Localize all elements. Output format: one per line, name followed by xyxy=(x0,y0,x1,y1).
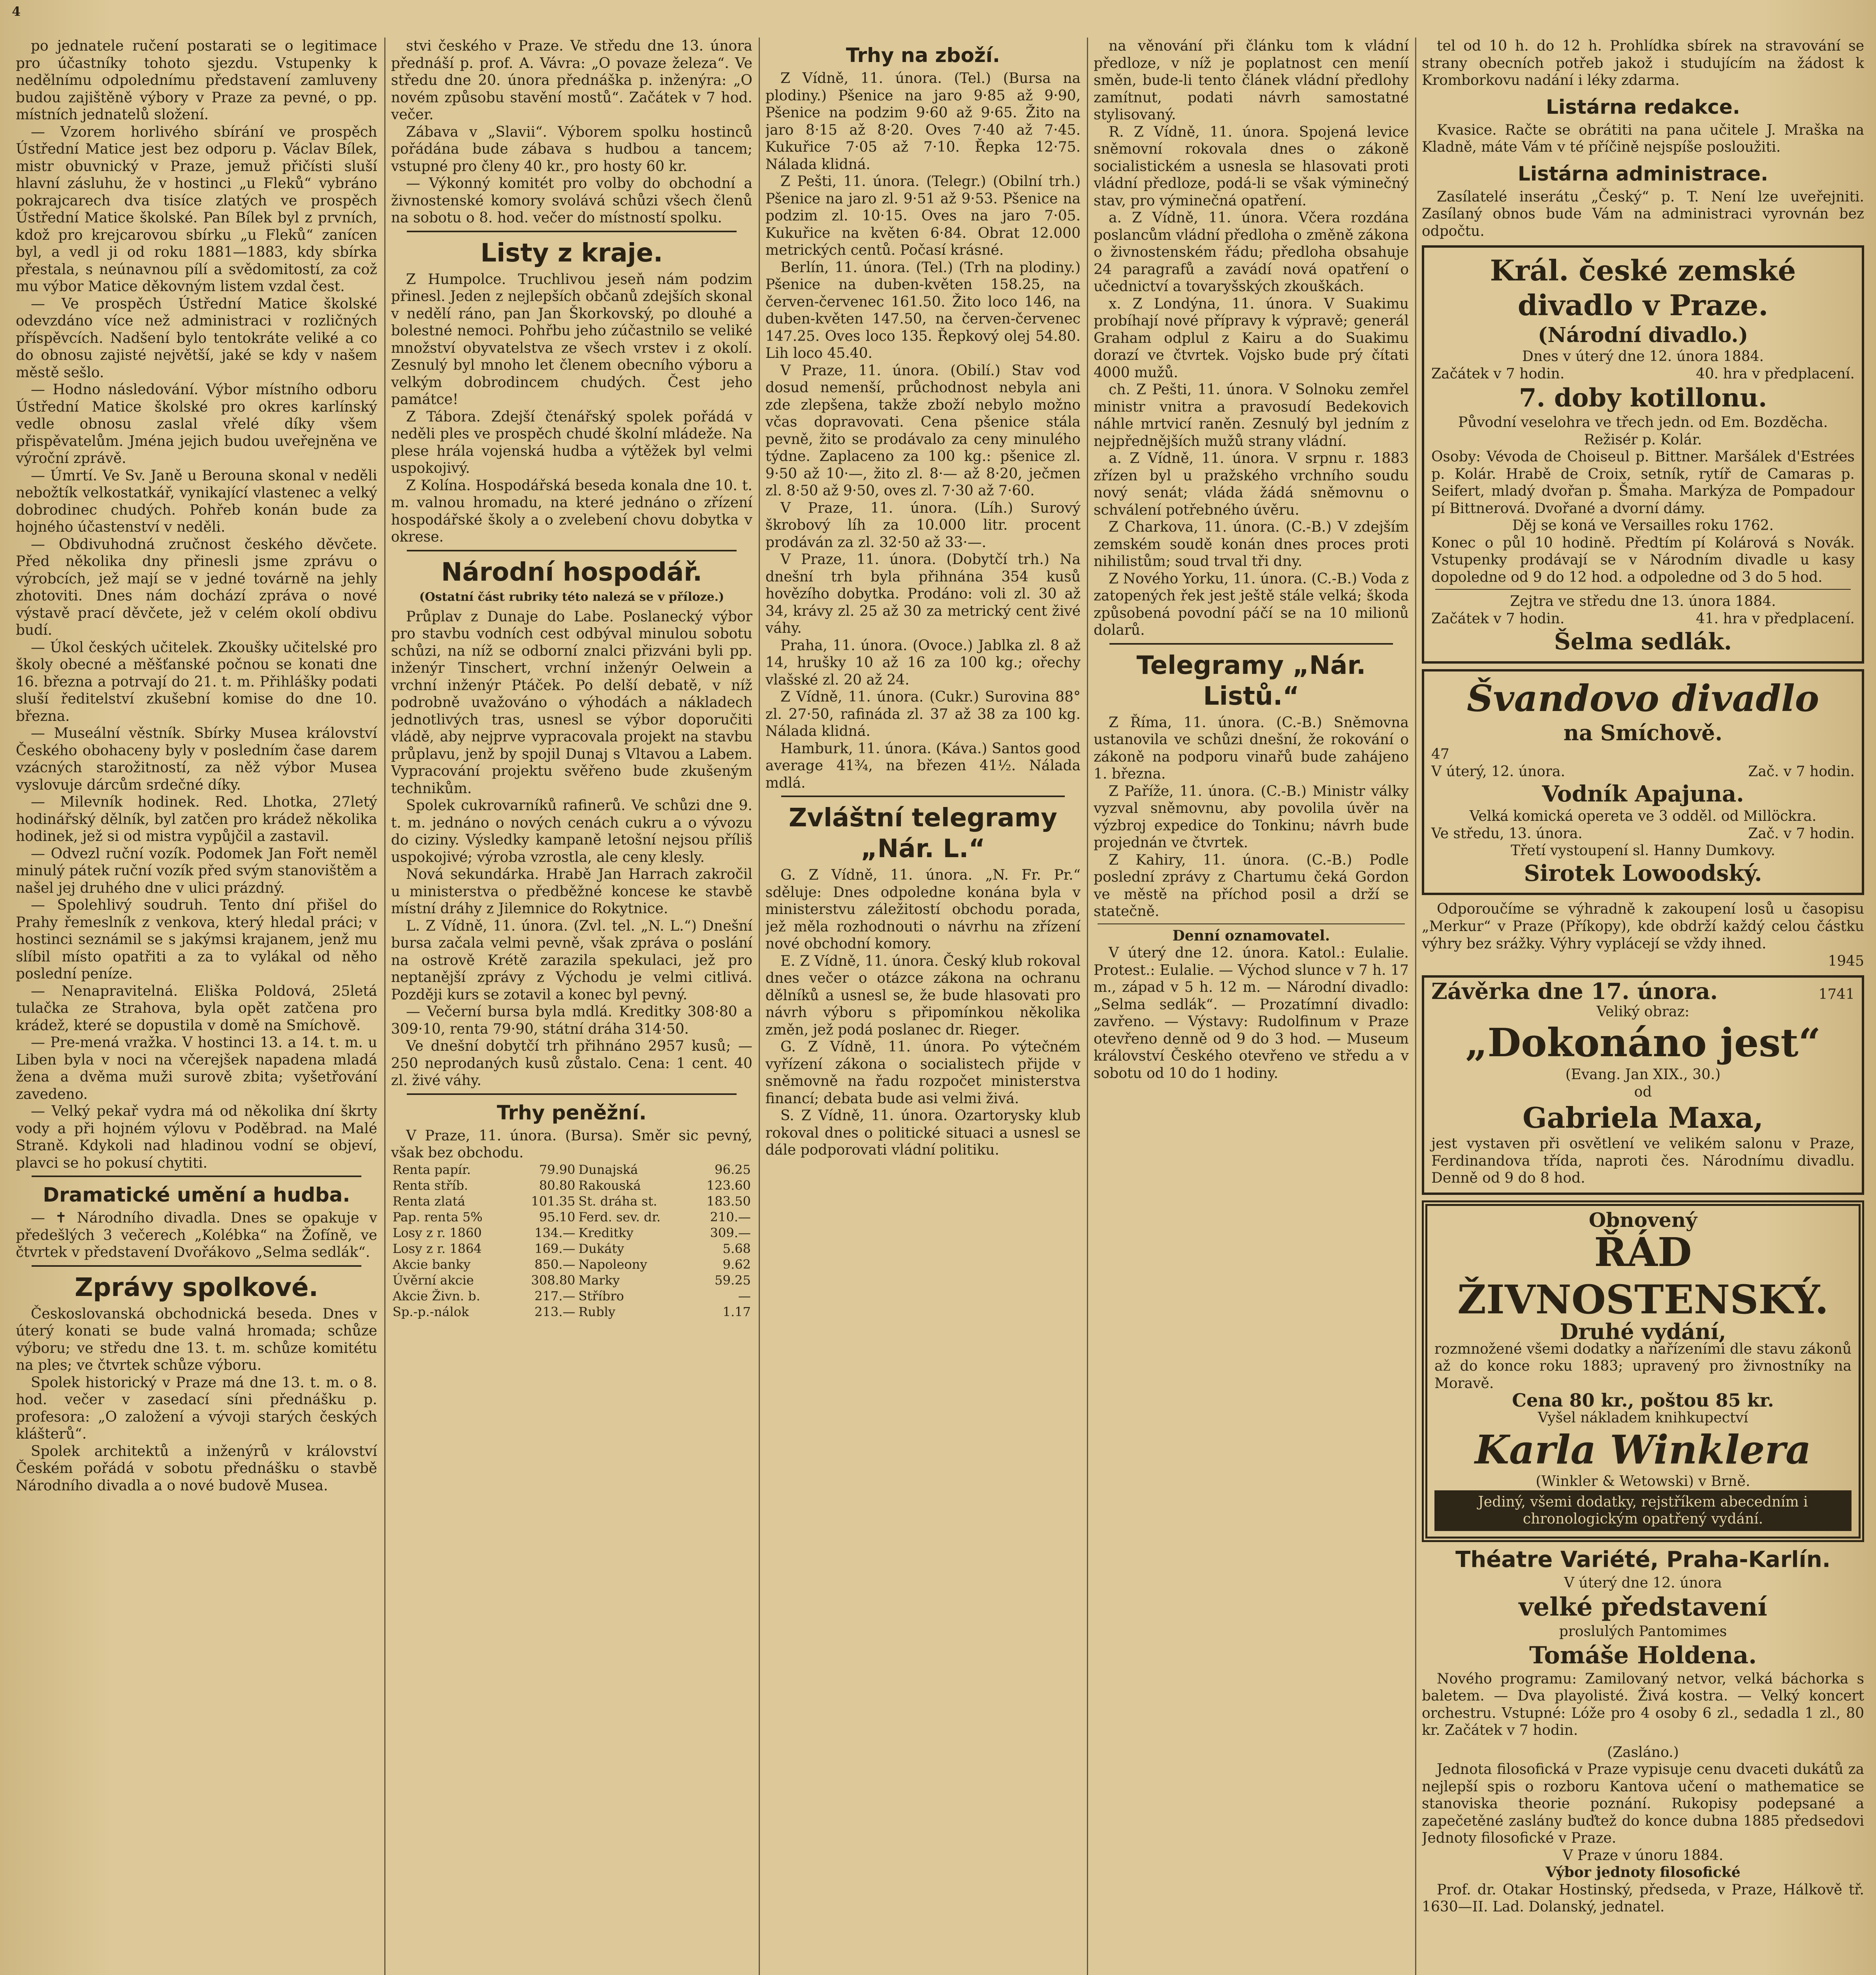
quote-row xyxy=(391,1193,752,1209)
article-paragraph: V Praze, 11. února. (Obilí.) Stav vod dosud nemenší, průchodnost nebyla ani zde zlepšena, takže zboží nebylo možno včas dopravovati. Cena pšenice stála pevně, žito se prodávalo za ceny minulého týdne. Zaplaceno za 100 kg.: pšenice zl. 9·50 až 10·—, žito zl. 8·— až 8·20, ječmen zl. 8·50 až 9·50, oves zl. 7·30 až 7·60. xyxy=(765,362,1081,499)
theatre-program-box xyxy=(1422,245,1864,664)
article-paragraph: Z Kolína. Hospodářská beseda konala dne 10. t. m. valnou hromadu, na které jednáno o zřízení hospodářské školy a o zvelebení chovu dobytka v okrese. xyxy=(391,477,752,545)
quote-value: 308.80 xyxy=(531,1272,575,1288)
variete-title: Théatre Variété, Praha-Karlín. xyxy=(1455,1546,1831,1572)
article-paragraph: — Spolehlivý soudruh. Tento dní přišel do Prahy řemeslník z venkova, který hledal práci; v hostinci seznámil se s jakýmsi krajanem, jenž mu slíbil místo opatřiti a za to vylákal od něho poslední peníze. xyxy=(16,897,377,982)
variete-line2: proslulých Pantomimes xyxy=(1559,1623,1727,1640)
article-paragraph: R. Z Vídně, 11. února. Spojená levice sněmovní rokovala dnes o zákoně socialistickém a usnesla se hlasovati proti vládní předloze, podá-li se však výminečný stav, pro výminečná opatření. xyxy=(1094,124,1409,209)
theatre-play-title: 7. doby kotillonu. xyxy=(1519,383,1767,413)
article-paragraph: Z Vídně, 11. února. (Cukr.) Surovina 88° zl. 27·50, rafináda zl. 37 až 38 za 100 kg. Nálada klidná. xyxy=(765,689,1081,739)
theatre-series: 40. hra v předplacení. xyxy=(1696,365,1855,382)
closing-title: Závěrka dne 17. února. xyxy=(1431,978,1718,1004)
article-paragraph: a. Z Vídně, 11. února. V srpnu r. 1883 zřízen byl u pražského vrchního soudu nový senát; vláda žádá sněmovnu o schválení potřebného úvěru. xyxy=(1094,450,1409,518)
quote-name: Kreditky xyxy=(578,1225,633,1240)
column-divider xyxy=(759,38,760,1975)
quote-value: 123.60 xyxy=(707,1177,751,1193)
article-paragraph: stvi českého v Praze. Ve středu dne 13. února přednáší p. prof. A. Vávra: „O povaze železa“. Ve středu dne 20. února přednáška p. inženýra: „O novém způsobu stavění mostů“. Začátek v 7 hod. večer. xyxy=(391,38,752,123)
article-paragraph: — Odvezl ruční vozík. Podomek Jan Fořt neměl minulý pátek ruční vozík před svým stanovištěm a našel jej druhého dne v ulici prázdný. xyxy=(16,845,377,896)
section-heading-admin-letters: Listárna administrace. xyxy=(1518,162,1768,185)
section-rule xyxy=(781,796,1065,797)
section-rule xyxy=(32,1176,361,1177)
article-paragraph: Z Charkova, 11. února. (C.-B.) V zdejším zemském soudě konán dnes proces proti nihilistům; soud trval tři dny. xyxy=(1094,519,1409,570)
theatre-next-date: Zejtra ve středu dne 13. února 1884. xyxy=(1510,593,1776,609)
svandovo-title: Švandovo divadlo xyxy=(1467,677,1819,720)
quote-name: Akcie banky xyxy=(393,1256,471,1272)
quote-name: Renta papír. xyxy=(393,1162,471,1177)
article-paragraph: L. Z Vídně, 11. února. (Zvl. tel. „N. L.“) Dnešní bursa začala velmi pevně, však zpráva o poslání na ostrově Krétě zarazila spekulaci, jež pro neptanější zprávy z Východu je velmi citlivá. Později kurs se zotavil a konec byl pevný. xyxy=(391,918,752,1003)
painter-name: Gabriela Maxa, xyxy=(1523,1101,1763,1134)
trade-order-ad-box xyxy=(1422,1200,1864,1542)
section-heading-clubs: Zprávy spolkové. xyxy=(75,1273,318,1302)
theatre-subtitle: (Národní divadlo.) xyxy=(1538,323,1748,347)
section-heading-telegrams-2: Telegramy „Nár. Listů.“ xyxy=(1136,651,1366,711)
section-rule xyxy=(1109,643,1393,645)
quote-name: St. dráha st. xyxy=(578,1193,657,1209)
svandovo-next-start: Zač. v 7 hodin. xyxy=(1748,825,1855,842)
article-paragraph: — Museální věstník. Sbírky Musea království Českého obohaceny byly v posledním čase darem vzácných starožitností, za něž výbor Musea vyslovuje dárcům srdečné díky. xyxy=(16,725,377,793)
column-5 xyxy=(1422,38,1864,1975)
quote-row xyxy=(391,1256,752,1272)
theatre-date: Dnes v úterý dne 12. února 1884. xyxy=(1522,348,1764,365)
sent-signature: Výbor jednoty filosofické xyxy=(1545,1864,1741,1881)
section-rule xyxy=(407,1093,737,1095)
article-paragraph: Českoslovanská obchodnická beseda. Dnes v úterý konati se bude valná hromada; schůze výboru; ve středu dne 13. t. m. schůze komitétu na ples; ve čtvrtek schůze výboru. xyxy=(16,1305,377,1373)
article-paragraph: Spolek cukrovarníků rafinerů. Ve schůzi dne 9. t. m. jednáno o nových cenách cukru a o vývozu do ciziny. Výsledky kampaně letošní nejsou příliš uspokojivé; výroba vzrostla, ale ceny klesly. xyxy=(391,798,752,865)
order-publisher-pre: Vyšel nákladem knihkupectví xyxy=(1538,1409,1748,1426)
quote-name: Renta stříb. xyxy=(393,1177,468,1193)
article-paragraph: Z Paříže, 11. února. (C.-B.) Ministr války vyzval sněmovnu, aby povolila úvěr na výzbroj expedice do Tonkinu; návrh bude projednán ve čtvrtek. xyxy=(1094,783,1409,851)
quote-name: Dunajská xyxy=(578,1162,638,1177)
article-paragraph: — Ve prospěch Ústřední Matice školské odevzdáno více než administraci v rozličných příspěvcích. Nadšení bylo tentokráte veliké a co do obnosu zajisté největší, jaké se kdy v našem městě sešlo. xyxy=(16,295,377,381)
column-divider xyxy=(1087,38,1088,1975)
article-paragraph: Spolek historický v Praze má dne 13. t. m. o 8. hod. večer v zasedací síni přednášku p. profesora: „O založení a vývoji starých českých klášterů“. xyxy=(16,1374,377,1442)
quote-row xyxy=(391,1288,752,1304)
svandovo-next-play: Sirotek Lowoodský. xyxy=(1524,860,1762,886)
sent-label: (Zasláno.) xyxy=(1607,1744,1679,1761)
quote-value: 59.25 xyxy=(714,1272,751,1288)
svandovo-subtitle: na Smíchově. xyxy=(1563,720,1723,745)
quote-name: Dukáty xyxy=(578,1241,624,1256)
article-paragraph: — Vzorem horlivého sbírání ve prospěch Ústřední Matice jest bez odporu p. Václav Bílek, mistr obuvnický v Praze, jemuž přičísti sluší hlavní zásluhu, že v hostinci „u Fleků“ vybráno pokrajcarech dva tisíce zlatých ve prospěch Ústřední Matice školské. Pan Bílek byl z prvních, kdož pro krejcarovou sbírku „u Fleků“ zanícen byl, a vedl ji od roku 1881—1883, kdy sbírka přestala, s neúnavnou pílí a svědomitostí, za což mu výbor Matice děkovným listem vzdal čest. xyxy=(16,124,377,295)
article-paragraph: Z Nového Yorku, 11. února. (C.-B.) Voda z zatopených řek jest ještě stále velká; škoda způsobená povodní páčí se na 10 milionů dolarů. xyxy=(1094,570,1409,638)
quote-value: 309.— xyxy=(710,1225,751,1240)
article-paragraph: Nová sekundárka. Hrabě Jan Harrach zakročil u ministerstva o předběžné koncese ke stavbě místní dráhy z Jilemnice do Rokytnice. xyxy=(391,866,752,917)
article-paragraph: Ve dnešní dobytčí trh přihnáno 2957 kusů; — 250 neprodaných kusů zůstalo. Cena: 1 cent. 40 zl. živé váhy. xyxy=(391,1038,752,1089)
theatre-next-start: Začátek v 7 hodin. xyxy=(1431,610,1565,627)
quote-name: Renta zlatá xyxy=(393,1193,465,1209)
quote-value: 9.62 xyxy=(722,1256,751,1272)
article-paragraph: V Praze, 11. února. (Bursa). Směr sic pevný, však bez obchodu. xyxy=(391,1127,752,1161)
section-heading-grain: Trhy na zboží. xyxy=(846,44,1000,67)
quote-row xyxy=(391,1162,752,1177)
section-heading-editor-letters: Listárna redakce. xyxy=(1546,95,1740,118)
quote-value: 96.25 xyxy=(714,1162,751,1177)
svandovo-theatre-box xyxy=(1422,669,1864,895)
article-paragraph: — Obdivuhodná zručnost českého děvčete. Před několika dny přinesli jsme zprávu o výrobcích, jež mají se v jedné továrně na jehly zhotoviti. Dnes nám dochází zpráva o nové výstavě prací děvčete, jež v celém okolí obdivu budí. xyxy=(16,536,377,638)
closing-line2: (Evang. Jan XIX., 30.) xyxy=(1565,1066,1721,1083)
article-paragraph: Z Pešti, 11. února. (Telegr.) (Obilní trh.) Pšenice na jaro zl. 9·51 až 9·53. Pšenice na podzim zl. 10·15. Oves na jaro 7·05. Kukuřice na květen 6·84. Obrat 12.000 metrických centů. Počasí krásné. xyxy=(765,173,1081,258)
section-heading-country: Listy z kraje. xyxy=(480,238,663,268)
article-paragraph: Průplav z Dunaje do Labe. Poslanecký výbor pro stavbu vodních cest odbýval minulou sobotu schůzi, na níž se odborní znalci přizváni byli pp. inženýr Tinschert, vrchní inženýr Oelwein a vrchní inženýr Ptáček. Po delší debatě, v níž podrobně uvažováno o výhodách a nákladech jednotlivých tras, usnesl se výbor doporučiti vládě, aby nejprve vypracovala projekt na stavbu průplavu, jenž by spojil Dunaj s Vltavou a Labem. Vypracování projektu svěřeno bude zkušeným technikům. xyxy=(391,608,752,797)
section-rule xyxy=(407,231,737,232)
closing-line3: od xyxy=(1634,1083,1652,1100)
quote-value: 850.— xyxy=(534,1256,575,1272)
column-1 xyxy=(16,38,377,1975)
article-paragraph: Z Humpolce. Truchlivou jeseň nám podzim přinesl. Jeden z nejlepších občanů zdejších skonal v nedělí ráno, pan Jan Škorkovský, po dlouhé a bolestné nemoci. Pohřbu jeho zúčastnilo se veliké množství obyvatelstva ze všech vrstev i z okolí. Zesnulý byl mnoho let členem obecního výboru a velkým dobrodincem chudých. Čest jeho památce! xyxy=(391,271,752,408)
quote-name: Pap. renta 5% xyxy=(393,1209,483,1224)
theatre-end: Konec o půl 10 hodině. Předtím pí Kolárová s Novák. Vstupenky prodávají se v Národním divadle u kasy dopoledne od 9 do 12 hod. a odpoledne od 3 do 5 hod. xyxy=(1431,534,1855,585)
theatre-title: Král. české zemské divadlo v Praze. xyxy=(1490,254,1796,322)
article-paragraph: E. Z Vídně, 11. února. Český klub rokoval dnes večer o otázce zákona na ochranu dělníků a usnesl se, že bude hlasovati pro návrh výboru s připomínkou několika změn, jež podá poslanec dr. Rieger. xyxy=(765,953,1081,1038)
svandovo-date: V úterý, 12. února. xyxy=(1431,763,1565,780)
article-paragraph: Z Tábora. Zdejší čtenářský spolek pořádá v neděli ples ve prospěch chudé školní mládeže. Na plese hrála vojenská hudba a výtěžek byl velmi uspokojivý. xyxy=(391,408,752,476)
article-paragraph: — Úkol českých učitelek. Zkoušky učitelské pro školy obecné a měšťanské počnou se konati dne 16. března a potrvají do 21. t. m. Přihlášky podati sluší ředitelství zkušební komise do dne 10. března. xyxy=(16,639,377,724)
quote-value: 79.90 xyxy=(539,1162,575,1177)
svandovo-description: Velká komická opereta ve 3 odděl. od Millöckra. xyxy=(1469,808,1817,824)
article-paragraph: V Praze, 11. února. (Dobytčí trh.) Na dnešní trh byla přihnána 354 kusů hovězího dobytka. Prodáno: voli zl. 30 až 34, krávy zl. 25 až 30 za metrický cent živé váhy. xyxy=(765,551,1081,636)
column-2 xyxy=(391,38,752,1975)
quote-row xyxy=(391,1304,752,1320)
section-heading-economy: Národní hospodář. xyxy=(441,557,703,587)
order-price: Cena 80 kr., poštou 85 kr. xyxy=(1512,1390,1774,1411)
quote-name: Úvěrní akcie xyxy=(393,1272,474,1288)
quote-value: 213.— xyxy=(534,1304,575,1319)
article-paragraph: S. Z Vídně, 11. února. Ozartorysky klub rokoval dnes o politické situaci a usnesl se dále podporovati vládní politiku. xyxy=(765,1108,1081,1158)
article-paragraph: G. Z Vídně, 11. února. „N. Fr. Pr.“ sděluje: Dnes odpoledne konána byla v ministerstvu záležitostí obchodu porada, jež měla rozhodnouti o návrhu na zřízení nové obchodní komory. xyxy=(765,867,1081,952)
quote-value: 101.35 xyxy=(531,1193,575,1209)
article-paragraph: — Úmrtí. Ve Sv. Janě u Berouna skonal v neděli nebožtík velkostatkář, vynikající vlastenec a velký dobrodinec chudých. Pohřeb konán bude za hojného účastenství v neděli. xyxy=(16,467,377,535)
closing-line1: Veliký obraz: xyxy=(1596,1003,1690,1020)
theatre-start: Začátek v 7 hodin. xyxy=(1431,365,1565,382)
article-paragraph: tel od 10 h. do 12 h. Prohlídka sbírek na stravování se strany obecních potřeb jakož i studujícím na žádost k Kromborkovu nadání i léky zdarma. xyxy=(1422,38,1864,88)
quote-name: Rubly xyxy=(578,1304,616,1319)
closing-line4: jest vystaven při osvětlení ve velikém salonu v Praze, Ferdinandova třída, naproti čes. Národnímu divadlu. Denně od 9 do 8 hod. xyxy=(1431,1136,1855,1186)
section-rule xyxy=(407,550,737,551)
article-paragraph: — ✝ Národního divadla. Dnes se opakuje v předešlých 3 večerech „Kolébka“ na Žofíně, ve čtvrtek v představení Dvořákovo „Selma sedlák“. xyxy=(16,1210,377,1260)
closing-number: 1741 xyxy=(1818,986,1855,1003)
article-paragraph: Zasílatelé inserátu „Český“ p. T. Není lze uveřejniti. Zasílaný obnos bude Vám na administraci vyrovnán bez odpočtu. xyxy=(1422,188,1864,239)
svandovo-next-date: Ve středu, 13. února. xyxy=(1431,825,1583,842)
article-paragraph: Z Kahiry, 11. února. (C.-B.) Podle poslední zprávy z Chartumu čeká Gordon ve městě na příchod posil a drží se statečně. xyxy=(1094,852,1409,920)
article-paragraph: Spolek architektů a inženýrů v království Českém pořádá v sobotu přednášku o stavbě Národního divadla a o nové budově Musea. xyxy=(16,1443,377,1494)
order-description: rozmnožené všemi dodatky a nařízeními dle stavu zákonů až do konce roku 1883; upravený pro živnostníky na Moravě. xyxy=(1434,1341,1852,1392)
quote-name: Akcie Živn. b. xyxy=(393,1288,480,1304)
quote-row xyxy=(391,1225,752,1241)
theatre-description: Původní veselohra ve třech jedn. od Em. Bozděcha. Režisér p. Kolár. xyxy=(1458,414,1828,448)
svandovo-next-line: Třetí vystoupení sl. Hanny Dumkovy. xyxy=(1511,843,1775,859)
theatre-time: Děj se koná ve Versailles roku 1762. xyxy=(1512,517,1774,534)
lottery-ad: Odporoučíme se výhradně k zakoupení losů u časopisu „Merkur“ v Praze (Příkopy), kde obdrží každý celou částku výhry bez srážky. Výhry vyplácejí se vždy ihned. xyxy=(1422,901,1864,952)
order-publisher: Karla Winklera xyxy=(1475,1426,1811,1473)
quote-value: — xyxy=(738,1288,751,1304)
quote-name: Losy z r. 1860 xyxy=(393,1225,482,1240)
theatre-cast: Osoby: Vévoda de Choiseul p. Bittner. Maršálek d'Estrées p. Kolár. Hrabě de Croix, setník, rytíř de Camaras p. Seifert, mladý dvořan p. Šmaha. Markýza de Pompadour pí Bittnerová. Dvořané a dvorní dámy. xyxy=(1431,449,1855,517)
painting-exhibition-box xyxy=(1422,975,1864,1195)
article-paragraph: po jednatele ručení postarati se o legitimace pro účastníky tohoto sjezdu. Vstupenky k nedělnímu odpolednímu představení zamluveny budou zajištěně výbory v Praze za pevné, o pp. místních jednatelů složení. xyxy=(16,38,377,123)
quote-value: 134.— xyxy=(534,1225,575,1240)
article-paragraph: ch. Z Pešti, 11. února. V Solnoku zemřel ministr vnitra a pravosudí Bedekovich náhle mrtvicí raněn. Zesnulý byl jedním z nejpřednějších mužů strany vládní. xyxy=(1094,382,1409,450)
article-paragraph: — Velký pekař vydra má od několika dní škrty vody a při hojném výlovu v Poděbrad. na Malé Straně. Kdykoli nad hladinou vodní se objeví, plavci se ho pokusí chytiti. xyxy=(16,1103,377,1171)
painting-title: „Dokonáno jest“ xyxy=(1465,1020,1821,1066)
column-divider xyxy=(384,38,385,1975)
variete-body: Nového programu: Zamilovaný netvor, velká báchorka s baletem. — Dva playolisté. Živá kostra. — Velký koncert orchestru. Vstupné: Lóže pro 4 osoby 6 zl., sedadla 1 zl., 80 kr. Začátek v 7 hodin. xyxy=(1422,1670,1864,1738)
article-paragraph: — Hodno následování. Výbor místního odboru Ústřední Matice školské pro okres karlínský vedle obnosu zaslal vřelé díky všem přispěvatelům. Jména jejich budou uveřejněna ve výroční zprávě. xyxy=(16,382,377,466)
column-4 xyxy=(1094,38,1409,1975)
quote-name: Rakouská xyxy=(578,1177,641,1193)
quote-value: 169.— xyxy=(534,1241,575,1256)
quote-name: Stříbro xyxy=(578,1288,624,1304)
article-paragraph: na věnování při článku tom k vládní předloze, v níž je poplatnost cen meníí směn, bude-li tento článek vládní předlohy zamítnut, podati návrh samostatné stylisovaný. xyxy=(1094,38,1409,123)
article-paragraph: x. Z Londýna, 11. února. V Suakimu probíhají nové přípravy k výpravě; generál Graham odplul z Kairu a do Suakimu dorazí ve čtvrtek. Vojsko bude prý čítati 4000 mužů. xyxy=(1094,295,1409,381)
sent-names: Prof. dr. Otakar Hostinský, předseda, v Praze, Hálkově tř. 1630—II. Lad. Dolanský, jednatel. xyxy=(1422,1881,1864,1915)
quote-name: Losy z r. 1864 xyxy=(393,1241,482,1256)
quote-name: Ferd. sev. dr. xyxy=(578,1209,661,1224)
divider xyxy=(1435,589,1851,590)
svandovo-number: 47 xyxy=(1431,746,1449,762)
order-title: ŘÁD ŽIVNOSTENSKÝ. xyxy=(1457,1229,1829,1323)
quote-row xyxy=(391,1177,752,1193)
section-heading-theatre: Dramatické umění a hudba. xyxy=(43,1183,350,1206)
article-paragraph: — Večerní bursa byla mdlá. Kreditky 308·80 a 309·10, renta 79·90, státní dráha 314·50. xyxy=(391,1004,752,1037)
quote-value: 210.— xyxy=(710,1209,751,1224)
sent-date: V Praze v únoru 1884. xyxy=(1562,1847,1724,1864)
order-publisher-post: (Winkler & Wetowski) v Brně. xyxy=(1536,1473,1750,1490)
article-paragraph: Zábava v „Slavii“. Výborem spolku hostinců pořádána bude zábava s hudbou a tancem; vstupné pro členy 40 kr., pro hosty 60 kr. xyxy=(391,124,752,175)
page-number: 4 xyxy=(12,4,21,19)
sent-text: Jednota filosofická v Praze vypisuje cenu dvaceti dukátů za nejlepší spis o rozboru Kantova učení o mathematice se stanoviska theorie poznání. Rukopisy podepsané a zapečetěné zaslány buďtež do konce dubna 1885 předsedovi Jednoty filosofické v Praze. xyxy=(1422,1761,1864,1846)
article-paragraph: V úterý dne 12. února. Katol.: Eulalie. Protest.: Eulalie. — Východ slunce v 7 h. 17 m., západ v 5 h. 12 m. — Národní divadlo: „Selma sedlák“. — Prozatímní divadlo: zavřeno. — Výstavy: Rudolfinum v Praze otevřeno denně od 9 do 3 hod. — Museum království Českého otevřeno ve středu a v sobotu od 10 do 1 hodiny. xyxy=(1094,945,1409,1082)
quote-name: Sp.-p.-nálok xyxy=(393,1304,469,1319)
svandovo-play: Vodník Apajuna. xyxy=(1542,781,1744,807)
quote-value: 95.10 xyxy=(539,1209,575,1224)
article-paragraph: Z Říma, 11. února. (C.-B.) Sněmovna ustanovila ve schůzi dnešní, že rokování o zákoně na podporu vinařů bude zahájeno 1. března. xyxy=(1094,714,1409,782)
section-heading-announcer: Denní oznamovatel. xyxy=(1172,927,1330,944)
section-rule xyxy=(32,1265,361,1267)
quote-value: 183.50 xyxy=(707,1193,751,1209)
article-paragraph: — Výkonný komitét pro volby do obchodní a živnostenské komory svolává schůzi všech členů na sobotu o 8. hod. večer do místností spolku. xyxy=(391,175,752,226)
column-divider xyxy=(1415,38,1416,1975)
article-paragraph: — Nenapravitelná. Eliška Poldová, 25letá tulačka ze Strahova, byla opět zatčena pro krádež, které se dopustila v domě na Smíchově. xyxy=(16,983,377,1034)
article-paragraph: Berlín, 11. února. (Tel.) (Trh na plodiny.) Pšenice na duben-květen 158.25, na červen-červenec 161.50. Žito loco 146, na duben-květen 147.50, na červen-červenec 147.25. Oves loco 135. Řepkový olej 54.80. Lih loco 45.40. xyxy=(765,259,1081,361)
quote-name: Napoleony xyxy=(578,1256,647,1272)
quote-row xyxy=(391,1241,752,1256)
article-paragraph: Praha, 11. února. (Ovoce.) Jablka zl. 8 až 14, hrušky 10 až 16 za 100 kg.; ořechy vlašské zl. 20 až 24. xyxy=(765,637,1081,688)
article-paragraph: Z Vídně, 11. února. (Tel.) (Bursa na plodiny.) Pšenice na jaro 9·85 až 9·90, Pšenice na podzim 9·60 až 9·65. Žito na jaro 8·15 až 8·20. Oves 7·40 až 7·45. Kukuřice 7·05 až 7·10. Řepka 12·75. Nálada klidná. xyxy=(765,70,1081,173)
article-paragraph: Hamburk, 11. února. (Káva.) Santos good average 41¾, na březen 41½. Nálada mdlá. xyxy=(765,740,1081,791)
article-paragraph: G. Z Vídně, 11. února. Po výtečném vyřízení zákona o socialistech přijde v sněmovně na řadu rozpočet ministerstva financí; debata bude asi velmi živá. xyxy=(765,1039,1081,1107)
quote-value: 80.80 xyxy=(539,1177,575,1193)
quotes-table xyxy=(391,1162,752,1320)
article-paragraph: V Praze, 11. února. (Líh.) Surový škrobový líh za 10.000 litr. procent prodáván za zl. 32·50 až 33·—. xyxy=(765,500,1081,551)
quote-row xyxy=(391,1209,752,1225)
section-heading-money: Trhy peněžní. xyxy=(497,1101,647,1124)
variete-date: V úterý dne 12. února xyxy=(1564,1574,1722,1591)
order-extra: Jediný, všemi dodatky, rejstříkem abecedním i chronologickým opatřený vydání. xyxy=(1434,1490,1852,1531)
article-paragraph: — Pre-mená vražka. V hostinci 13. a 14. t. m. u Liben byla v noci na včerejšek napadena mladá žena a dvěma muži surově zbita; vyšetřování zavedeno. xyxy=(16,1035,377,1102)
article-paragraph: Kvasice. Račte se obrátiti na pana učitele J. Mraška na Kladně, máte Vám v té příčině nejspíše posloužiti. xyxy=(1422,122,1864,155)
order-edition: Druhé vydání, xyxy=(1560,1319,1726,1344)
svandovo-start: Zač. v 7 hodin. xyxy=(1748,763,1855,780)
lottery-ad-number: 1945 xyxy=(1828,953,1864,969)
quote-name: Marky xyxy=(578,1272,620,1288)
order-top: Obnovený xyxy=(1588,1208,1697,1232)
theatre-next-series: 41. hra v předplacení. xyxy=(1696,610,1855,627)
quote-value: 5.68 xyxy=(722,1241,751,1256)
article-paragraph: a. Z Vídně, 11. února. Včera rozdána poslancům vládní předloha o změně zákona o živnostenském řádu; předloha obsahuje 24 paragrafů a zavádí nová opatření o učednictví a tovaryšských zkouškách. xyxy=(1094,210,1409,295)
quote-row xyxy=(391,1272,752,1288)
quote-value: 217.— xyxy=(534,1288,575,1304)
quote-value: 1.17 xyxy=(722,1304,751,1319)
variete-name: Tomáše Holdena. xyxy=(1529,1641,1757,1669)
variete-line1: velké představení xyxy=(1519,1592,1767,1622)
article-paragraph: — Milevník hodinek. Red. Lhotka, 27letý hodinářský dělník, byl zatčen pro krádež několika hodinek, jež si od mistra vypůjčil a zastavil. xyxy=(16,794,377,845)
theatre-next-play: Šelma sedlák. xyxy=(1554,628,1732,655)
section-subheading: (Ostatní část rubriky této nalezá se v příloze.) xyxy=(419,590,724,604)
section-heading-telegrams: Zvláštní telegramy „Nár. L.“ xyxy=(788,803,1058,863)
column-3 xyxy=(765,38,1081,1975)
